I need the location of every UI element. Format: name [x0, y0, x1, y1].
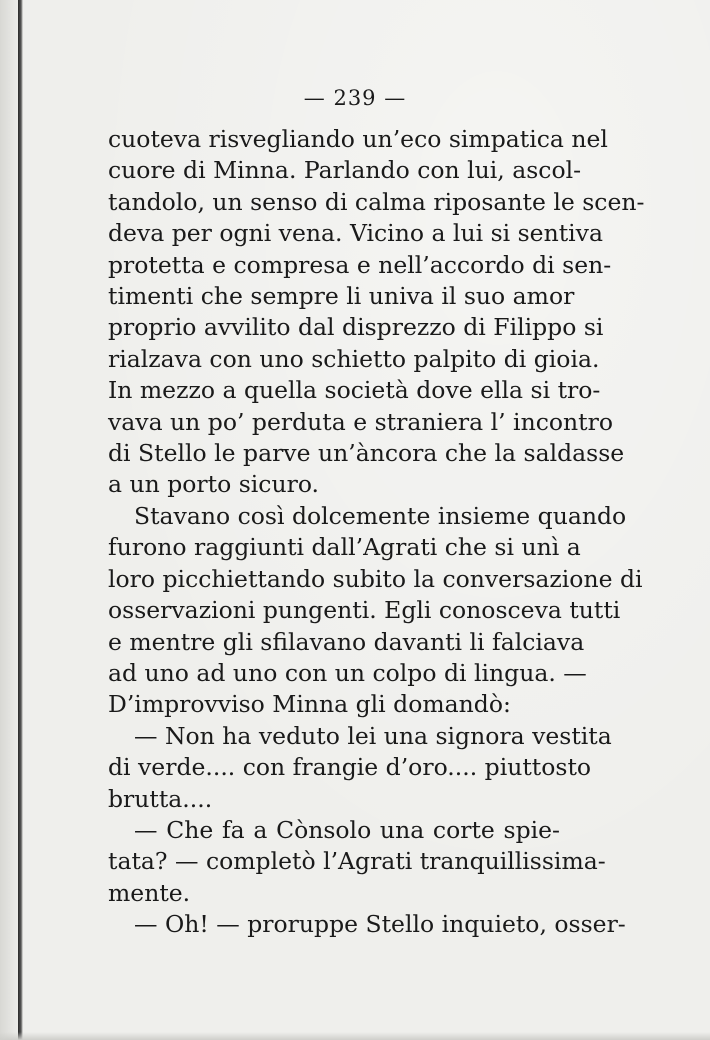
- text-line: D’improvviso Minna gli domandò:: [108, 690, 511, 719]
- body-text: [108, 124, 645, 941]
- page-number: — 239 —: [303, 86, 407, 110]
- text-line: furono raggiunti dall’Agrati che si unì a: [108, 533, 581, 562]
- text-line: tandolo, un senso di calma riposante le scen-: [108, 187, 645, 216]
- text-line: di Stello le parve un’àncora che la saldasse: [108, 439, 625, 468]
- text-line: loro picchiettando subito la conversazione di: [108, 564, 643, 593]
- text-line: brutta....: [108, 784, 213, 813]
- text-line: — Non ha veduto lei una signora vestita: [134, 721, 612, 750]
- text-line: Stavano così dolcemente insieme quando: [134, 501, 627, 530]
- text-line: ad uno ad uno con un colpo di lingua. —: [108, 658, 587, 687]
- text-line: tata? — completò l’Agrati tranquillissima-: [108, 847, 606, 876]
- text-line: In mezzo a quella società dove ella si tro-: [108, 376, 601, 405]
- text-line: osservazioni pungenti. Egli conosceva tutti: [108, 596, 621, 625]
- text-line: deva per ogni vena. Vicino a lui si sentiva: [108, 219, 603, 248]
- text-line: — Oh! — proruppe Stello inquieto, osser-: [134, 910, 626, 939]
- text-line: — Che fa a Cònsolo una corte spie-: [134, 815, 560, 844]
- binding-shadow: [0, 0, 18, 1040]
- text-line: a un porto sicuro.: [108, 470, 320, 499]
- text-line: timenti che sempre li univa il suo amor: [108, 282, 575, 311]
- text-line: rialzava con uno schietto palpito di gioia.: [108, 344, 600, 373]
- text-line: cuoteva risvegliando un’eco simpatica nel: [108, 125, 608, 153]
- text-line: e mentre gli sfilavano davanti li falciava: [108, 627, 585, 656]
- text-line: cuore di Minna. Parlando con lui, ascol-: [108, 156, 582, 185]
- text-line: di verde.... con frangie d’oro.... piuttosto: [108, 753, 592, 782]
- text-line: proprio avvilito dal disprezzo di Filippo si: [108, 313, 604, 342]
- text-line: mente.: [108, 878, 191, 907]
- bottom-edge: [0, 1032, 710, 1040]
- text-line: protetta e compresa e nell’accordo di sen-: [108, 250, 612, 279]
- binding-edge: [18, 0, 23, 1040]
- text-line: vava un po’ perduta e straniera l’ incontro: [108, 407, 613, 436]
